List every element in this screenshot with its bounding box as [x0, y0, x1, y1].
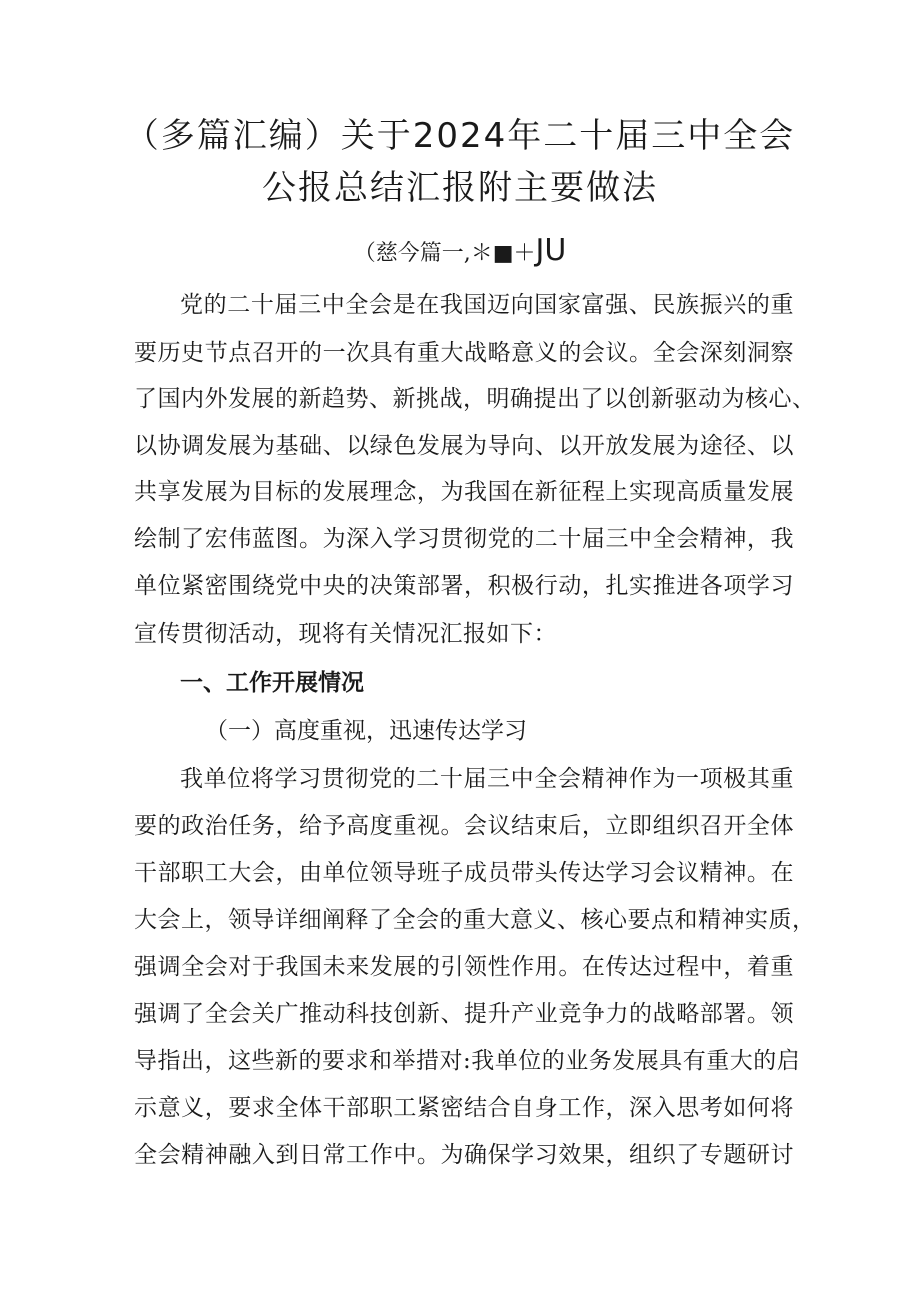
- document-title-line-1: （多篇汇编）关于2024年二十届三中全会: [124, 116, 796, 156]
- intro-line-2: 要历史节点召开的一次具有重大战略意义的会议。全会深刻洞察: [134, 340, 794, 366]
- body-line-7: 导指出，这些新的要求和举措对:我单位的业务发展具有重大的启: [134, 1048, 801, 1074]
- intro-line-8: 宣传贯彻活动，现将有关情况汇报如下：: [134, 621, 557, 647]
- body-line-9: 全会精神融入到日常工作中。为确保学习效果，组织了专题研讨: [134, 1142, 794, 1168]
- document-subtitle: [0, 233, 920, 268]
- body-line-5: 强调全会对于我国未来发展的引领性作用。在传达过程中，着重: [134, 954, 794, 980]
- sub-heading: （一）高度重视，迅速传达学习: [205, 718, 527, 744]
- body-line-1: 我单位将学习贯彻党的二十届三中全会精神作为一项极其重: [180, 766, 794, 792]
- body-line-4: 大会上，领导详细阐释了全会的重大意义、核心要点和精神实质，: [134, 907, 816, 933]
- intro-line-4: 以协调发展为基础、以绿色发展为导向、以开放发展为途径、以: [134, 433, 794, 459]
- intro-line-5: 共享发展为目标的发展理念，为我国在新征程上实现高质量发展: [134, 479, 794, 505]
- body-line-6: 强调了全会关广推动科技创新、提升产业竞争力的战略部署。领: [134, 1001, 794, 1027]
- body-line-8: 示意义，要求全体干部职工紧密结合自身工作，深入思考如何将: [134, 1095, 794, 1121]
- intro-line-3: 了国内外发展的新趋势、新挑战，明确提出了以创新驱动为核心、: [134, 386, 816, 412]
- section-heading: 一、工作开展情况: [180, 670, 364, 696]
- intro-line-7: 单位紧密围绕党中央的决策部署，积极行动，扎实推进各项学习: [134, 573, 794, 599]
- body-line-3: 干部职工大会，由单位领导班子成员带头传达学习会议精神。在: [134, 860, 794, 886]
- subtitle-prefix: （慈今篇一,＊■＋: [353, 241, 536, 266]
- document-title-line-2: 公报总结汇报附主要做法: [262, 168, 658, 208]
- intro-line-6: 绘制了宏伟蓝图。为深入学习贯彻党的二十届三中全会精神，我: [134, 526, 794, 552]
- body-line-2: 要的政治任务，给予高度重视。会议结束后，立即组织召开全体: [134, 813, 794, 839]
- subtitle-suffix: JU: [535, 233, 567, 268]
- intro-line-1: 党的二十届三中全会是在我国迈向国家富强、民族振兴的重: [180, 292, 794, 318]
